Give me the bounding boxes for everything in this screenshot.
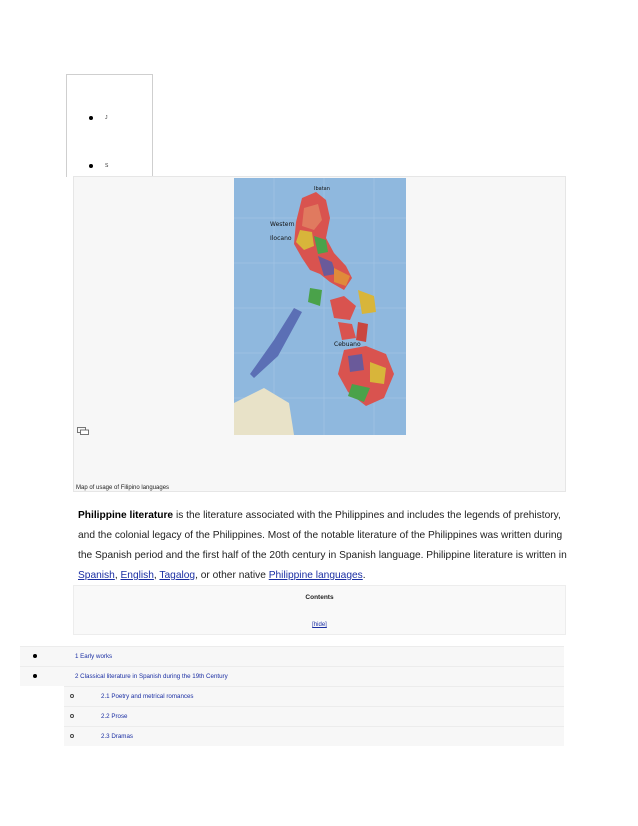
list-item: J	[89, 115, 108, 121]
svg-text:Ilocano: Ilocano	[270, 235, 292, 242]
bullet-icon	[33, 674, 37, 678]
circle-bullet-icon	[70, 734, 74, 738]
enlarge-icon[interactable]	[77, 427, 89, 435]
toc-header	[73, 585, 566, 635]
article-title: Philippine literature	[78, 510, 174, 521]
article-paragraph: Philippine literature is the literature associated with the Philippines and includes the legends of prehistory, and the colonial legacy of the Philippines. Most of the notable literature of the Philippines was written during the Spanish period and the first half of the 20th century in Spanish language. Philippine literature is written in Spanish, English, Tagalog, or other native Philippine languages.	[78, 510, 567, 581]
bullet-icon	[89, 164, 93, 168]
toc-title: Contents	[305, 594, 334, 601]
link-philippine-languages[interactable]: Philippine languages	[268, 570, 363, 581]
list-item: S	[89, 163, 108, 169]
toc-item[interactable]: 2 Classical literature in Spanish during the 19th Century	[20, 666, 564, 686]
top-list-box	[66, 74, 153, 177]
toc-subitem[interactable]: 2.3 Dramas	[64, 726, 564, 746]
svg-text:Cebuano: Cebuano	[334, 341, 361, 348]
bullet-icon	[89, 116, 93, 120]
map-caption: Map of usage of Filipino languages	[76, 485, 170, 491]
circle-bullet-icon	[70, 694, 74, 698]
toc-subitem[interactable]: 2.1 Poetry and metrical romances	[64, 686, 564, 706]
svg-text:Ibatan: Ibatan	[314, 186, 330, 192]
link-tagalog[interactable]: Tagalog	[159, 570, 196, 581]
toc-hide-link[interactable]: [hide]	[312, 622, 327, 628]
toc-item[interactable]: 1 Early works	[20, 646, 564, 666]
svg-text:Western: Western	[270, 221, 295, 228]
map-figure	[73, 176, 566, 492]
link-english[interactable]: English	[120, 570, 154, 581]
philippines-language-map[interactable]	[234, 178, 406, 435]
link-spanish[interactable]: Spanish	[78, 570, 115, 581]
circle-bullet-icon	[70, 714, 74, 718]
bullet-icon	[33, 654, 37, 658]
toc-subitem[interactable]: 2.2 Prose	[64, 706, 564, 726]
